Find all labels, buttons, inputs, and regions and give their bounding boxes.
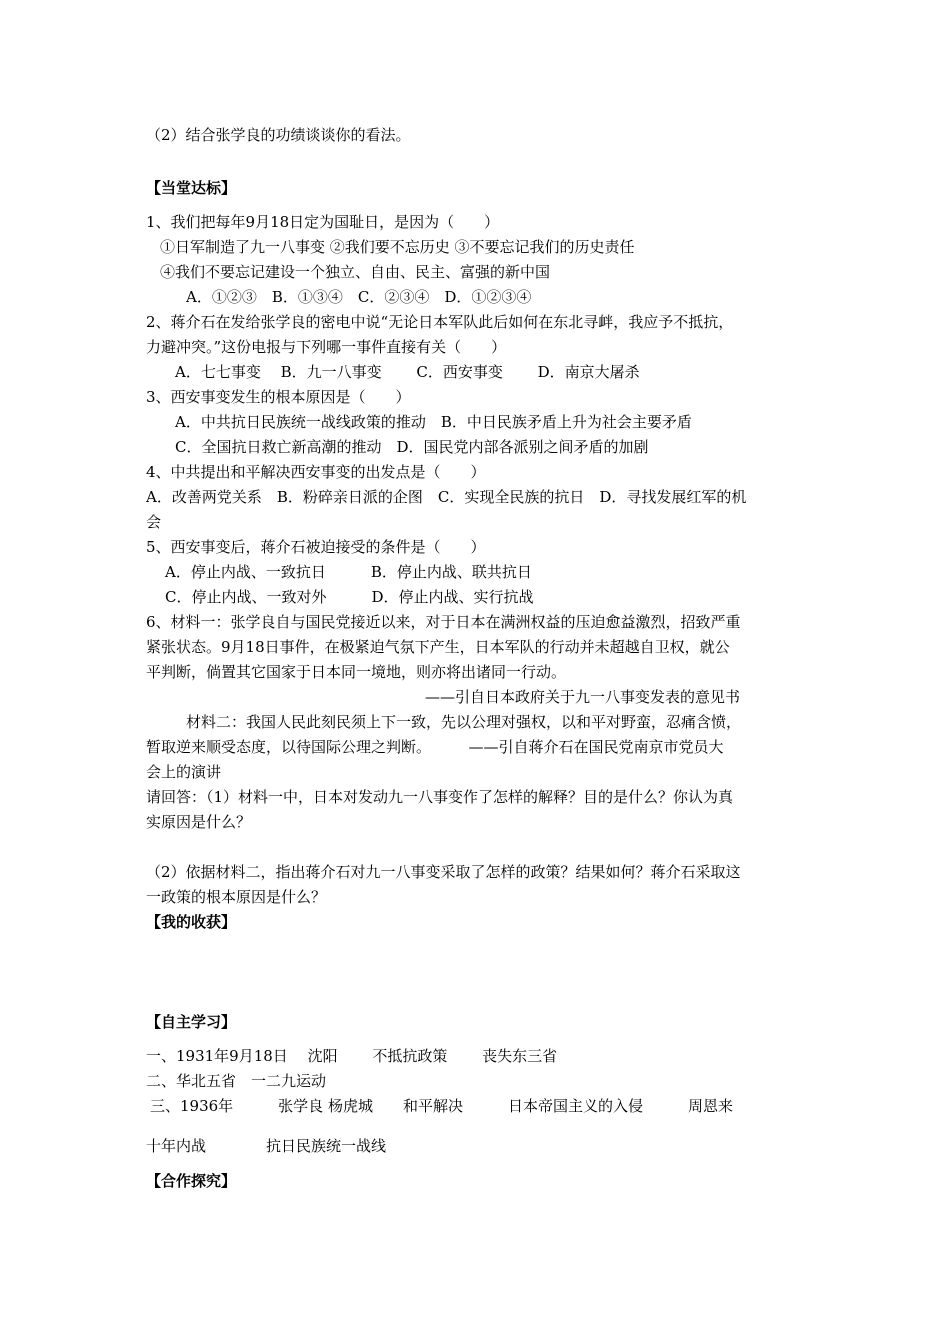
question-stem: 5、西安事变后，蒋介石被迫接受的条件是（ ）	[146, 538, 486, 556]
question-stem: 2、蒋介石在发给张学良的密电中说“无论日本军队此后如何在东北寻衅，我应予不抵抗，	[146, 313, 734, 331]
question-options: C．停止内战、一致对外 D．停止内战、实行抗战	[165, 588, 534, 606]
question-stem: 3、西安事变发生的根本原因是（ ）	[146, 388, 411, 406]
question-options: A．①②③ B．①③④ C．②③④ D．①②③④	[186, 288, 532, 306]
question-options: A．改善两党关系 B．粉碎亲日派的企图 C．实现全民族的抗日 D．寻找发展红军的机	[146, 488, 747, 506]
answer-line: 二、华北五省 一二九运动	[146, 1072, 327, 1090]
material-text: 平判断，倘置其它国家于日本同一境地，则亦将出诸同一行动。	[146, 663, 567, 681]
question-ask: 一政策的根本原因是什么？	[146, 888, 327, 906]
question-stem: 1、我们把每年9月18日定为国耻日，是因为（ ）	[146, 213, 500, 231]
question-options: A．中共抗日民族统一战线政策的推动 B．中日民族矛盾上升为社会主要矛盾	[175, 413, 692, 431]
material-source: ——引自日本政府关于九一八事变发表的意见书	[425, 688, 741, 706]
question-stem: 4、中共提出和平解决西安事变的出发点是（ ）	[146, 463, 486, 481]
material-text: 6、材料一：张学良自与国民党接近以来，对于日本在满洲权益的压迫愈益激烈，招致严重	[146, 613, 741, 631]
question-ask: （2）依据材料二，指出蒋介石对九一八事变采取了怎样的政策？结果如何？蒋介石采取这	[146, 863, 741, 881]
answer-line: 十年内战 抗日民族统一战线	[146, 1137, 387, 1155]
question-items: ④我们不要忘记建设一个独立、自由、民主、富强的新中国	[160, 263, 551, 281]
question-options: 会	[146, 513, 162, 531]
section-heading: 【我的收获】	[146, 913, 237, 931]
section-heading: 【合作探究】	[146, 1172, 237, 1190]
material-text: 会上的演讲	[146, 763, 222, 781]
question-options: A．停止内战、一致抗日 B．停止内战、联共抗日	[165, 563, 532, 581]
question-items: ①日军制造了九一八事变 ②我们要不忘历史 ③不要忘记我们的历史责任	[160, 238, 635, 256]
question-text: （2）结合张学良的功绩谈谈你的看法。	[146, 126, 411, 144]
section-heading: 【当堂达标】	[146, 179, 237, 197]
material-text: 暂取逆来顺受态度，以待国际公理之判断。 ——引自蒋介石在国民党南京市党员大	[146, 738, 724, 756]
section-heading: 【自主学习】	[146, 1013, 237, 1031]
question-ask: 实原因是什么？	[146, 813, 252, 831]
question-options: C．全国抗日救亡新高潮的推动 D．国民党内部各派别之间矛盾的加剧	[175, 438, 649, 456]
answer-line: 一、1931年9月18日 沈阳 不抵抗政策 丧失东三省	[146, 1047, 558, 1065]
answer-line: 三、1936年 张学良 杨虎城 和平解决 日本帝国主义的入侵 周恩来	[150, 1097, 733, 1115]
material-text: 紧张状态。9月18日事件，在极紧迫气氛下产生，日本军队的行动并未超越自卫权，就公	[146, 638, 730, 656]
question-ask: 请回答：（1）材料一中，日本对发动九一八事变作了怎样的解释？目的是什么？你认为真	[146, 788, 734, 806]
question-stem: 力避冲突。”这份电报与下列哪一事件直接有关（ ）	[146, 338, 507, 356]
question-options: A．七七事变 B．九一八事变 C．西安事变 D．南京大屠杀	[175, 363, 640, 381]
material-text: 材料二：我国人民此刻民须上下一致，先以公理对强权，以和平对野蛮，忍痛含愤，	[186, 713, 742, 731]
